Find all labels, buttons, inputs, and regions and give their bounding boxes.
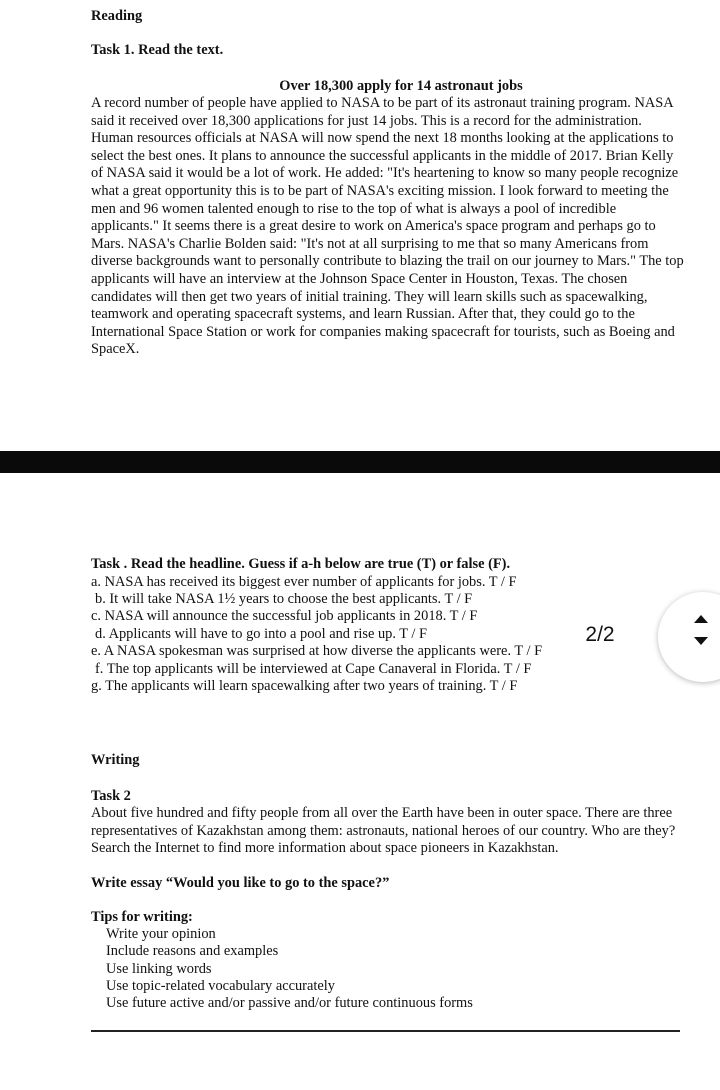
tf-item-b: b. It will take NASA 1½ years to choose the best applicants. T / F [95,591,473,607]
page-nav-button[interactable] [658,592,720,682]
tf-item-d: d. Applicants will have to go into a pool and rise up. T / F [95,626,428,642]
tip-item: Use topic-related vocabulary accurately [106,977,335,994]
task2-title: Task 2 [91,788,131,804]
tips-list [106,926,473,1012]
bottom-rule [91,1030,680,1032]
reading-heading: Reading [91,8,143,24]
tip-item: Write your opinion [106,926,216,942]
tf-item-g: g. The applicants will learn spacewalking after two years of training. T / F [91,678,518,694]
article-title: Over 18,300 apply for 14 astronaut jobs [279,78,523,94]
tf-item-c: c. NASA will announce the successful job applicants in 2018. T / F [91,608,478,624]
tf-item-a: a. NASA has received its biggest ever number of applicants for jobs. T / F [91,574,517,590]
page-divider-bar [0,451,720,473]
down-arrow-icon [694,637,708,645]
task2-body: About five hundred and fifty people from all over the Earth have been in outer space. There are three representatives of Kazakhstan among them: astronauts, national heroes of our country. Who are they? Search the Internet to find more information about space pioneers in Kazakhstan. [91,805,676,857]
task1-title: Task 1. Read the text. [91,42,224,58]
tip-item: Use linking words [106,960,212,977]
up-arrow-icon [694,615,708,623]
true-false-task-title: Task . Read the headline. Guess if a-h below are true (T) or false (F). [91,556,511,572]
tf-item-f: f. The top applicants will be interviewed at Cape Canaveral in Florida. T / F [95,661,532,677]
writing-heading: Writing [91,752,140,768]
article-body: A record number of people have applied to NASA to be part of its astronaut training program. NASA said it received over 18,300 applications for just 14 jobs. This is a record for the administration. Human resources officials at NASA will now spend the next 18 months looking at the applications to select the best ones. It plans to announce the successful applicants in the middle of 2017. Brian Kelly of NASA said it would be a lot of work. He added: "It's heartening to know so many people recognize what a great opportunity this is to be part of NASA's exciting mission. I look forward to meeting the men and 96 women talented enough to rise to the top of what is always a pool of incredible applicants." It seems there is a great desire to work on America's space program and perhaps go to Mars. NASA's Charlie Bolden said: "It's not at all surprising to me that so many Americans from diverse backgrounds want to personally contribute to blazing the trail on our journey to Mars." The top applicants will have an interview at the Johnson Space Center in Houston, Texas. The chosen candidates will then get two years of initial training. They will learn skills such as spacewalking, teamwork and operating spacecraft systems, and learn Russian. After that, they could go to the International Space Station or work for companies making spacecraft for tourists, such as Boeing and SpaceX. [91,95,684,358]
page-indicator: 2/2 [585,623,615,646]
tip-item: Include reasons and examples [106,943,279,960]
tip-item: Use future active and/or passive and/or future continuous forms [106,995,473,1012]
tf-item-e: e. A NASA spokesman was surprised at how diverse the applicants were. T / F [91,643,543,659]
essay-prompt: Write essay “Would you like to go to the space?” [91,875,390,891]
tips-title: Tips for writing: [91,909,193,925]
